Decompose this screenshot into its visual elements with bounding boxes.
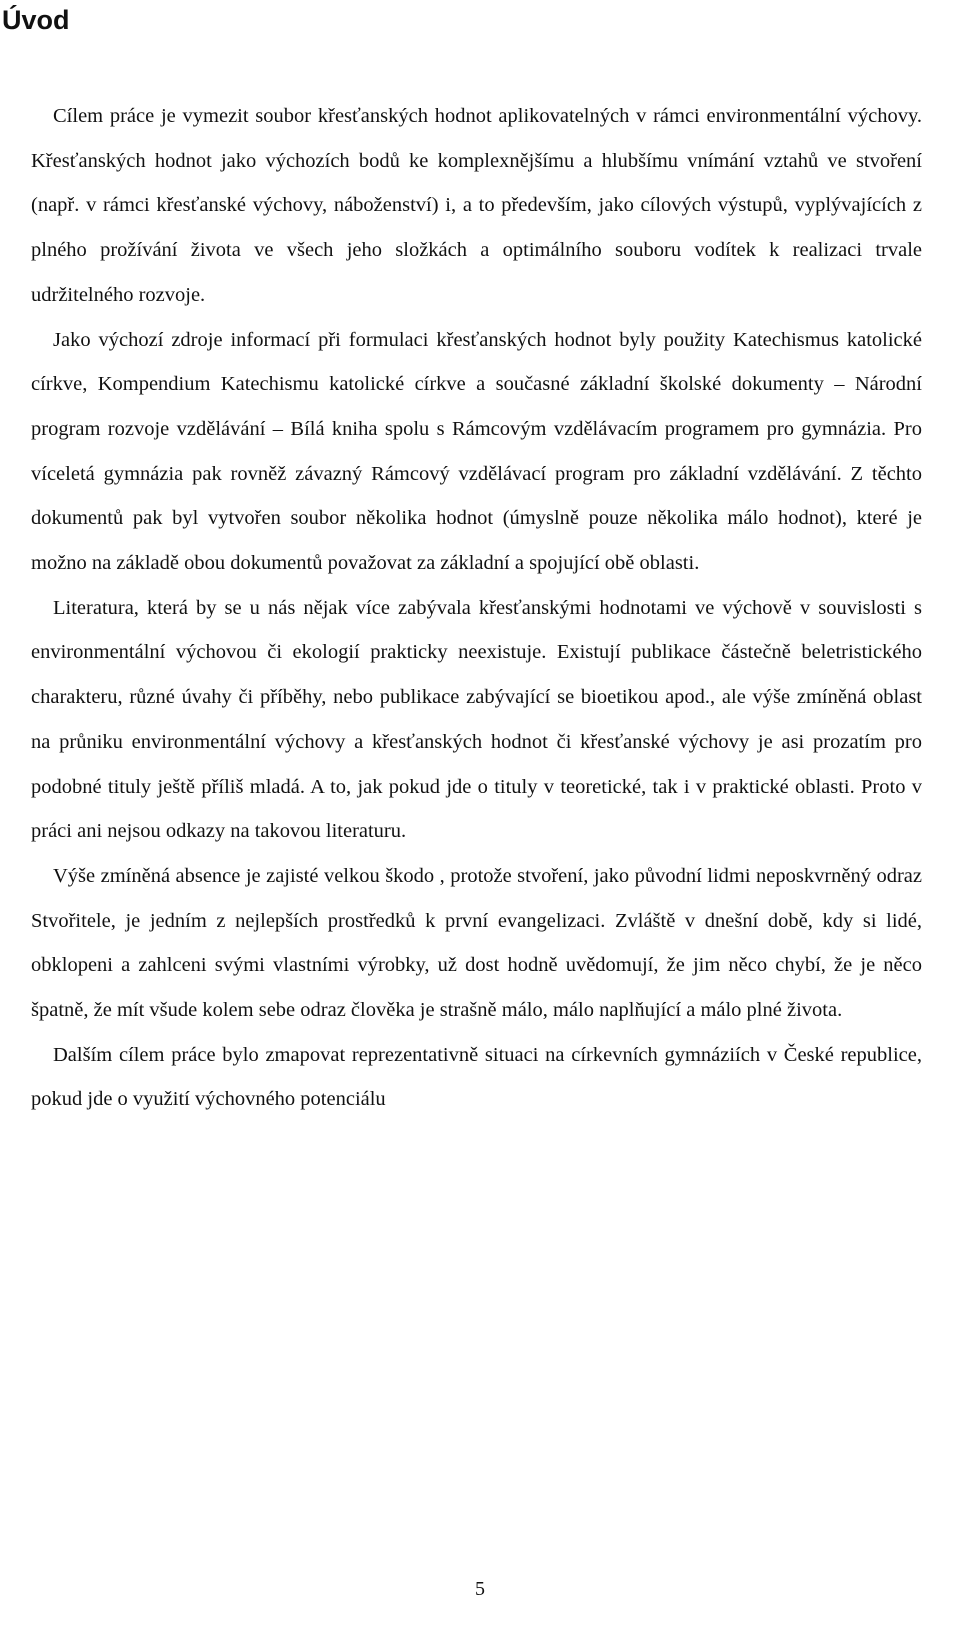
section-heading: Úvod — [2, 5, 70, 35]
paragraph-sources: Jako výchozí zdroje informací při formulaci křesťanských hodnot byly použity Katechismus katolické církve, Kompendium Katechismu katolické církve a současné základní školské dokumenty – Národní program rozvoje vzdělávání – Bílá kniha spolu s Rámcovým vzdělávacím programem pro gymnázia. Pro víceletá gymnázia pak rovněž závazný Rámcový vzdělávací program pro základní vzdělávání. Z těchto dokumentů pak byl vytvořen soubor několika hodnot (úmyslně pouze několika málo hodnot), které je možno na základě obou dokumentů považovat za základní a spojující obě oblasti. — [31, 328, 922, 575]
paragraph-absence: Výše zmíněná absence je zajisté velkou škodo , protože stvoření, jako původní lidmi neposkvrněný odraz Stvořitele, je jedním z nejlepších prostředků k první evangelizaci. Zvláště v dnešní době, kdy si lidé, obklopeni a zahlceni svými vlastními výrobky, už dost hodně uvědomují, že jim něco chybí, že je něco špatně, že mít všude kolem sebe odraz člověka je strašně málo, málo naplňující a málo plné života. — [31, 864, 922, 1022]
body-text — [31, 94, 922, 1122]
paragraph-goal: Cílem práce je vymezit soubor křesťanských hodnot aplikovatelných v rámci environmentální výchovy. Křesťanských hodnot jako výchozích bodů ke komplexnějšímu a hlubšímu vnímání vztahů ve stvoření (např. v rámci křesťanské výchovy, náboženství) i, a to především, jako cílových výstupů, vyplývajících z plného prožívání života ve všech jeho složkách a optimálního souboru vodítek k realizaci trvale udržitelného rozvoje. — [31, 105, 922, 306]
paragraph-second-goal: Dalším cílem práce bylo zmapovat reprezentativně situaci na církevních gymnáziích v České republice, pokud jde o využití výchovného potenciálu — [31, 1043, 922, 1111]
paragraph-literature: Literatura, která by se u nás nějak více zabývala křesťanskými hodnotami ve výchově v souvislosti s environmentální výchovou či ekologií prakticky neexistuje. Existují publikace částečně beletristického charakteru, různé úvahy či příběhy, nebo publikace zabývající se bioetikou apod., ale výše zmíněná oblast na průniku environmentální výchovy a křesťanských hodnot či křesťanské výchovy je asi prozatím pro podobné tituly ještě příliš mladá. A to, jak pokud jde o tituly v teoretické, tak i v praktické oblasti. Proto v práci ani nejsou odkazy na takovou literaturu. — [31, 596, 922, 843]
page-number: 5 — [475, 1578, 485, 1600]
